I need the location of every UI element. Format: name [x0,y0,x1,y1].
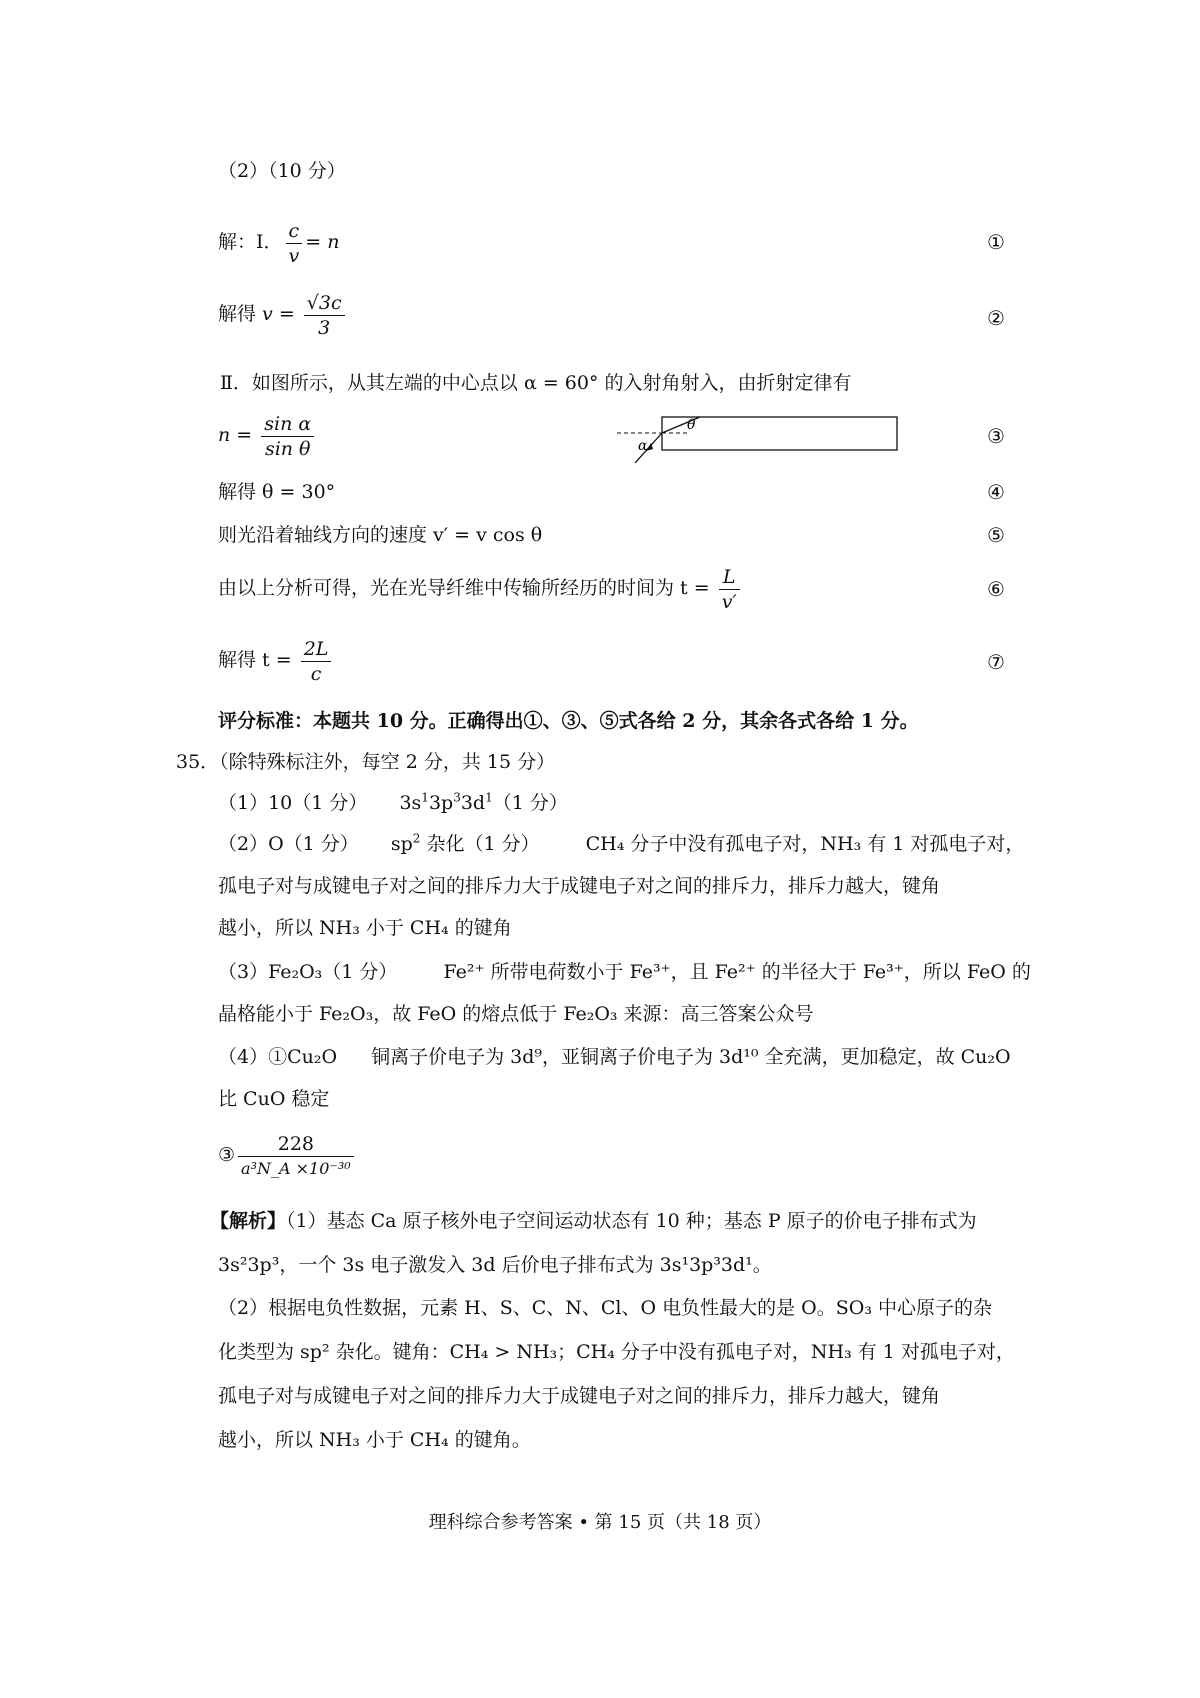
eq1-suffix: = n [305,231,340,253]
eq2-var: v [262,303,273,325]
q35-answer-1 [218,789,568,817]
q35-answer-2-line-3: 越小，所以 NH₃ 小于 CH₄ 的键角 [218,917,512,939]
eq8-fraction: $\frac{2L}{c}$ [301,637,332,686]
eq7-prefix: 由以上分析可得，光在光导纤维中传输所经历的时间为 t = [218,577,716,599]
density-fraction: $\frac{228}{\text{a³N\_A ×10⁻³⁰}}$ [238,1132,354,1181]
theta-label: θ [687,417,696,433]
alpha-label: α [638,438,648,454]
eq8-prefix: 解得 t = [218,649,298,671]
explanation-label: 【解析】 [210,1210,287,1232]
mark-6: ⑥ [987,577,1005,601]
q35-a2-part-a: （2）O（1 分） [218,833,359,855]
q35-a1-part-b: $3s^13p^33d^1(1$ 分） [399,790,568,814]
q35-answer-2 [218,830,1024,858]
scoring-standard: 评分标准：本题共 10 分。正确得出①、③、⑤式各给 2 分，其余各式各给 1 分。 [218,710,919,732]
q35-answer-3-line-2: 晶格能小于 Fe₂O₃，故 FeO 的熔点低于 Fe₂O₃ 来源：高三答案公众号 [218,1003,814,1025]
q35-answer-2-line-2: 孤电子对与成键电子对之间的排斥力大于成键电子对之间的排斥力，排斥力越大，键角 [218,875,941,897]
eq4-fraction: $\frac{\text{sin α}}{\text{sin θ}}$ [261,412,314,461]
q35-a4-part-b: 铜离子价电子为 3d⁹，亚铜离子价电子为 3d¹⁰ 全充满，更加稳定，故 Cu₂O [371,1046,1011,1068]
eq-line-4 [218,405,317,465]
eq2-fraction: $\frac{√3c}{3}$ [304,291,345,340]
eq2-eq: = [272,303,301,325]
explanation-line-6: 越小，所以 NH₃ 小于 CH₄ 的键角。 [218,1429,531,1451]
eq-line-3: Ⅱ．如图所示，从其左端的中心点以 α = 60° 的入射角射入，由折射定律有 [220,372,852,394]
q35-answer-4-formula [218,1125,357,1185]
q35-a3-part-b: Fe²⁺ 所带电荷数小于 Fe³⁺，且 Fe²⁺ 的半径大于 Fe³⁺，所以 FeO 的 [443,961,1031,983]
eq7-fraction: $\frac{L}{v'}$ [719,565,740,614]
eq1-fraction: $\frac{c}{v}$ [286,219,303,268]
q35-a1-part-a: （1）10（1 分） [218,792,368,814]
eq1-prefix: 解：Ⅰ． [218,231,283,253]
explanation-line-2: 3s²3p³，一个 3s 电子激发入 3d 后价电子排布式为 3s¹3p³3d¹。 [218,1254,772,1276]
q35-a2-part-c: CH₄ 分子中没有孤电子对，NH₃ 有 1 对孤电子对， [585,833,1025,855]
q35-a2-part-b: $sp^2$ 杂化（1 分） [390,831,540,855]
fiber-rectangle [662,417,897,450]
q35-a3-part-a: （3）Fe₂O₃（1 分） [218,961,398,983]
explanation-line-1 [210,1207,977,1235]
mark-1: ① [987,230,1005,254]
q35-answer-4-line-2: 比 CuO 稳定 [218,1088,330,1110]
q35-heading: 35．（除特殊标注外，每空 2 分，共 15 分） [176,751,556,773]
formula-mark: ③ [218,1144,236,1166]
mark-3: ③ [987,424,1005,448]
explanation-line-4: 化类型为 sp² 杂化。键角：CH₄ > NH₃；CH₄ 分子中没有孤电子对，NH₃ 有 1 对孤电子对， [218,1341,1015,1363]
eq4-prefix: n = [218,424,259,446]
q35-a4-part-a: （4）①Cu₂O [218,1046,338,1068]
page-footer: 理科综合参考答案 • 第 15 页（共 18 页） [428,1512,772,1533]
q35-answer-4 [218,1043,1011,1071]
mark-2: ② [987,306,1005,330]
eq-line-6: 则光沿着轴线方向的速度 v′ = v cos θ [218,524,543,546]
eq2-prefix: 解得 [218,303,263,325]
explanation-1a: （1）基态 Ca 原子核外电子空间运动状态有 10 种；基态 P 原子的价电子排布式为 [286,1210,977,1232]
eq-line-5: 解得 θ = 30° [218,481,336,503]
mark-7: ⑦ [987,650,1005,674]
mark-5: ⑤ [987,523,1005,547]
eq-line-2 [218,284,348,344]
eq-line-8 [218,630,334,690]
mark-4: ④ [987,480,1005,504]
refraction-figure [615,405,905,465]
eq-line-1 [218,212,339,272]
eq-line-7 [218,558,743,618]
explanation-line-5: 孤电子对与成键电子对之间的排斥力大于成键电子对之间的排斥力，排斥力越大，键角 [218,1385,941,1407]
part2-heading: （2）（10 分） [218,160,346,182]
explanation-line-3: （2）根据电负性数据，元素 H、S、C、N、Cl、O 电负性最大的是 O。SO₃ 中心原子的杂 [218,1297,992,1319]
q35-answer-3 [218,958,1031,986]
